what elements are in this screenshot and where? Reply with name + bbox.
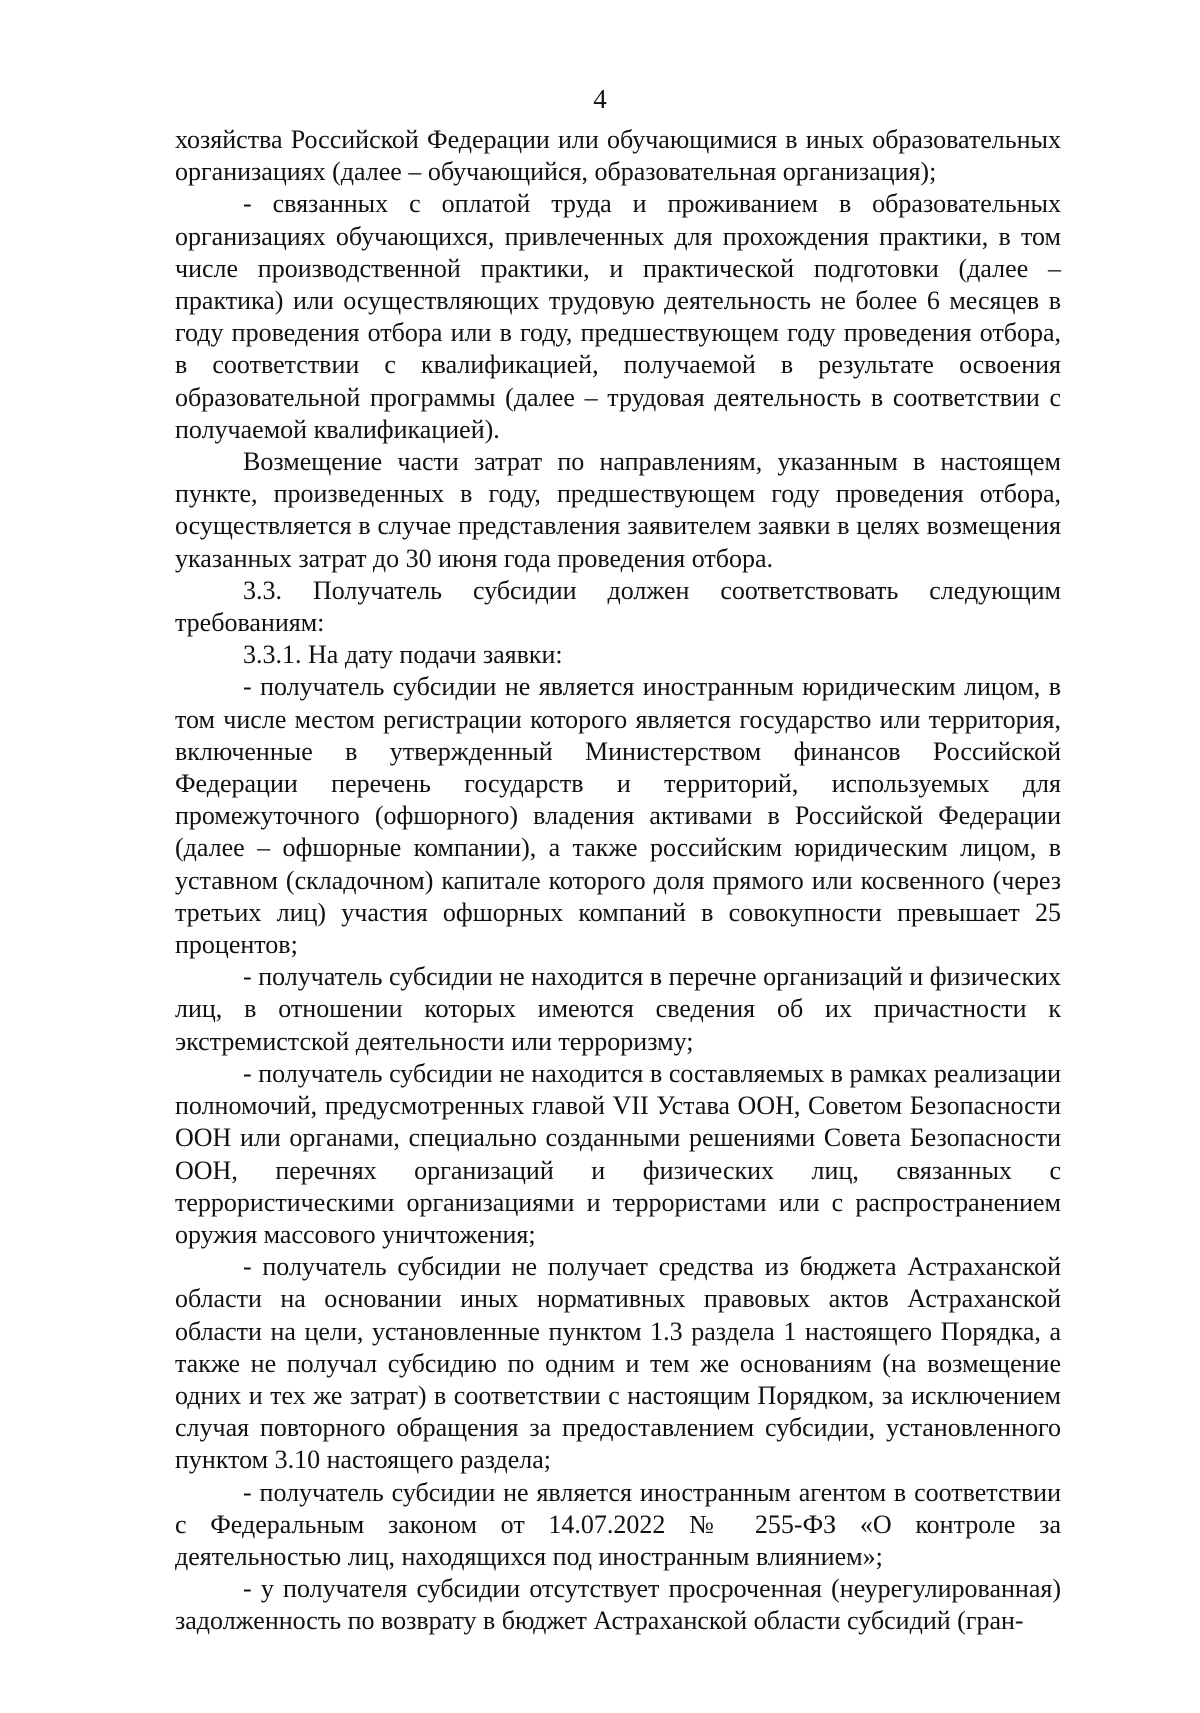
paragraph-3-3-1: 3.3.1. На дату подачи заявки: xyxy=(243,640,563,670)
paragraph-not-extremist: - получатель субсидии не находится в перечне организаций и физических лиц, в отношении которых имеются сведения об их причастности к экстремистской деятельности или терроризму; xyxy=(175,962,1061,1056)
document-body xyxy=(175,124,1061,1638)
page-number: 4 xyxy=(593,84,607,114)
paragraph-not-foreign-entity: - получатель субсидии не является иностранным юридическим лицом, в том числе местом регистрации которого является государство или территория, включенные в утвержденный Министерством финансов Российской Федерации перечень государств и территорий, используемых для промежуточного (офшорного) владения активами в Российской Федерации (далее – офшорные компании), а также российским юридическим лицом, в уставном (складочном) капитале которого доля прямого или косвенного (через третьих лиц) участия офшорных компаний в совокупности превышает 25 процентов; xyxy=(175,672,1061,960)
paragraph-not-un-list: - получатель субсидии не находится в составляемых в рамках реализации полномочий, предусмотренных главой VII Устава ООН, Советом Безопасности ООН или органами, специально созданными решениями Совета Безопасности ООН, перечнях организаций и физических лиц, связанных с террористическими организациями и террористами или с распространением оружия массового уничтожения; xyxy=(175,1058,1061,1249)
paragraph-3-3: 3.3. Получатель субсидии должен соответствовать следующим требованиям: xyxy=(175,575,1061,638)
paragraph-no-other-funds: - получатель субсидии не получает средства из бюджета Астраханской области на основании иных нормативных правовых актов Астраханской области на цели, установленные пунктом 1.3 раздела 1 настоящего Порядка, а также не получал субсидию по одним и тем же основаниям (на возмещение одних и тех же затрат) в соответствии с настоящим Порядком, за исключением случая повторного обращения за предоставлением субсидии, установленного пунктом 3.10 настоящего раздела; xyxy=(175,1252,1061,1475)
paragraph-continuation: хозяйства Российской Федерации или обучающимися в иных образовательных организациях (далее – обучающийся, образовательная организация); xyxy=(175,125,1061,187)
paragraph-reimbursement: Возмещение части затрат по направлениям, указанным в настоящем пункте, произведенных в году, предшествующем году проведения отбора, осуществляется в случае представления заявителем заявки в целях возмещения указанных затрат до 30 июня года проведения отбора. xyxy=(175,447,1061,573)
paragraph-labor-costs: - связанных с оплатой труда и проживанием в образовательных организациях обучающихся, привлеченных для прохождения практики, в том числе производственной практики, и практической подготовки (далее – практика) или осуществляющих трудовую деятельность не более 6 месяцев в году проведения отбора или в году, предшествующем году проведения отбора, в соответствии с квалификацией, получаемой в результате освоения образовательной программы (далее – трудовая деятельность в соответствии с получаемой квалификацией). xyxy=(175,189,1061,444)
paragraph-no-debt: - у получателя субсидии отсутствует просроченная (неурегулированная) задолженность по возврату в бюджет Астраханской области субсидий (гран- xyxy=(175,1574,1061,1636)
paragraph-not-foreign-agent: - получатель субсидии не является иностранным агентом в соответствии с Федеральным законом от 14.07.2022 № 255-ФЗ «О контроле за деятельностью лиц, находящихся под иностранным влиянием»; xyxy=(175,1477,1061,1571)
